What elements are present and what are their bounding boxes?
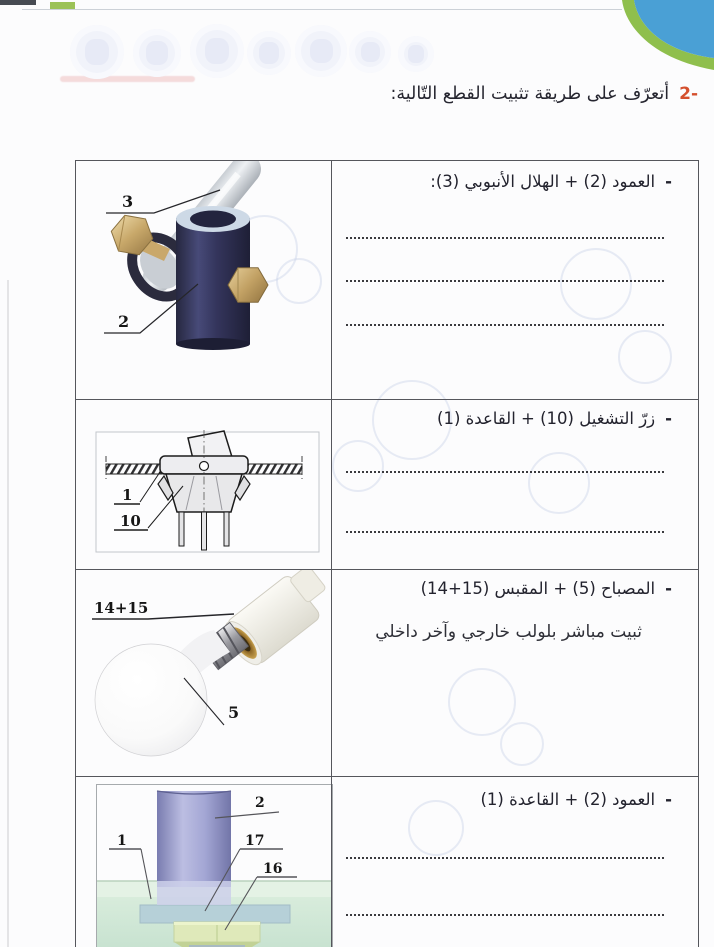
terminal-pin [202,512,207,550]
row-title-text: زرّ التشغيل (10) + القاعدة (1) [437,409,656,428]
photo-frame [96,784,333,947]
table-row [76,399,698,569]
written-answer: ثبيت مباشر بلولب خارجي وآخر داخلي [375,622,642,642]
text-cell [331,400,698,574]
row-title [331,790,698,809]
part-label-tube: 3 [122,192,134,211]
exercise-heading [391,84,699,104]
text-cell [331,777,698,947]
lavender-column [157,791,231,887]
part-label-column: 2 [255,795,265,811]
figure-switch-diagram [76,400,331,570]
text-cell [331,161,698,403]
exercise-number: 2- [679,84,698,104]
figure-column-crescent [76,161,331,399]
row-title [331,172,698,191]
watermark-icon-circle [295,25,347,77]
answer-dotted-line [346,531,664,533]
part-label-nut: 16 [263,861,283,877]
watermark-glyph [259,42,279,63]
row-title-text: المصباح (5) + المقبس (15+14) [420,579,656,598]
table-row [76,161,698,399]
page-edge-shadow [7,280,9,947]
bulb-globe [95,644,207,756]
watermark-glyph [146,41,168,64]
corner-decoration [612,0,714,82]
watermark-icon-circle [398,36,434,72]
table-row [76,776,698,947]
part-label-switch: 10 [120,512,141,530]
part-label-base: 1 [122,486,133,504]
scan-edge-mark [0,0,36,5]
watermark-icon-circle [133,29,181,77]
answer-dotted-line [346,857,664,859]
terminal-pin [224,512,229,546]
nut-highlight [174,922,260,925]
terminal-pin [179,512,184,546]
part-label-column: 2 [118,312,130,331]
bullet-dash: - [665,172,672,191]
bullet-dash: - [665,409,672,428]
answer-dotted-line [346,914,664,916]
figure-cell [76,777,331,947]
figure-column-base [97,785,332,947]
row-title-text: العمود (2) + الهلال الأنبوبي (3): [430,172,656,191]
bullet-dash: - [665,579,672,598]
watermark-icon-circle [70,25,124,79]
part-label-base: 1 [117,833,127,849]
pivot-screw [200,462,209,471]
faded-credit-smudge [60,76,195,82]
answer-dotted-line [346,280,664,282]
watermark-glyph [85,39,109,65]
answer-dotted-line [346,324,664,326]
part-label-bulb: 5 [228,703,240,722]
fixation-table [75,160,699,947]
watermark-icon-circle [349,31,391,73]
row-title [331,579,698,598]
watermark-glyph [361,42,380,62]
part-label-washer: 17 [245,833,265,849]
watermark-icon-circle [190,24,244,78]
column-bore [190,211,236,228]
column-bottom [176,338,250,350]
bullet-dash: - [665,790,672,809]
washer [140,905,290,923]
watermark-glyph [408,45,424,62]
watermark-glyph [205,38,229,64]
part-label-socket: 14+15 [94,599,149,617]
top-rule-line [22,9,622,10]
panel-hatch-left [106,464,162,474]
row-title-text: العمود (2) + القاعدة (1) [480,790,656,809]
watermark-icon-circle [247,31,291,75]
figure-cell [76,400,331,574]
table-row [76,569,698,776]
figure-cell [76,161,331,403]
watermark-glyph [310,39,333,64]
row-title [331,409,698,428]
figure-bulb-socket [76,570,331,777]
panel-hatch-right [246,464,302,474]
figure-cell [76,570,331,781]
exercise-title: أتعرّف على طريقة تثبيت القطع التّالية: [390,84,670,104]
answer-dotted-line [346,471,664,473]
text-cell [331,570,698,781]
answer-dotted-line [346,237,664,239]
